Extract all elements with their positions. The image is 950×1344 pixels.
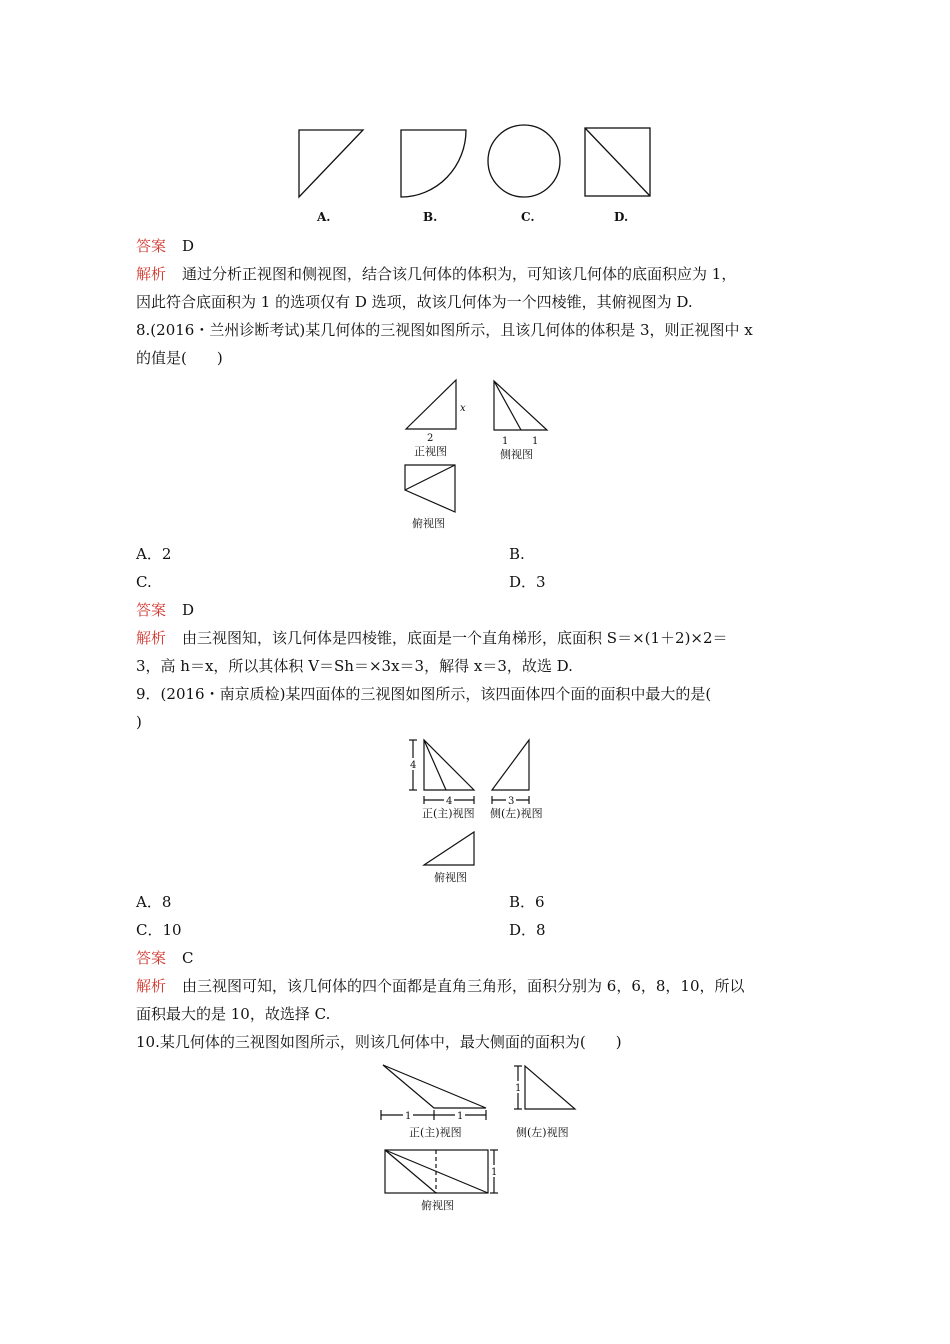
analysis-label: 解析	[136, 629, 167, 647]
q9-option-b[interactable]: B．6	[509, 893, 545, 911]
q9-stem-line1: 9．(2016・南京质检)某四面体的三视图如图所示，该四面体四个面的面积中最大的是(	[136, 685, 712, 703]
q8-label-x: x	[460, 403, 466, 414]
q9-analysis-line2: 面积最大的是 10，故选择 C.	[136, 1005, 331, 1023]
q10-label-1c: 1	[515, 1083, 522, 1094]
q10-label-1a: 1	[405, 1111, 412, 1122]
q9-label-4v: 4	[410, 760, 417, 771]
q8-label-2: 2	[427, 433, 434, 444]
q10-label-1b: 1	[457, 1111, 464, 1122]
analysis-text: 由三视图知，该几何体是四棱锥，底面是一个直角梯形，底面积 S＝×(1＋2)×2＝	[182, 629, 728, 647]
q8-option-b[interactable]: B.	[509, 545, 525, 563]
analysis-text: 通过分析正视图和侧视图，结合该几何体的体积为，可知该几何体的底面积应为 1，	[182, 265, 737, 283]
q8-option-d[interactable]: D．3	[509, 573, 546, 591]
q9-side-caption: 侧(左)视图	[490, 807, 543, 820]
q8-option-a[interactable]: A．2	[136, 545, 172, 563]
q8-analysis-line2: 3，高 h＝x，所以其体积 V＝Sh＝×3x＝3，解得 x＝3，故选 D.	[136, 657, 573, 675]
answer-label: 答案	[136, 237, 167, 255]
option-c-caption: C.	[521, 210, 535, 224]
q9-option-c[interactable]: C．10	[136, 921, 182, 939]
q10-side-view	[525, 1066, 575, 1109]
q10-front-view	[383, 1065, 486, 1108]
q10-side-caption: 侧(左)视图	[516, 1126, 569, 1139]
analysis-label: 解析	[136, 265, 167, 283]
analysis-label: 解析	[136, 977, 167, 995]
q8-stem-line2: 的值是( )	[136, 349, 223, 367]
option-b-caption: B.	[423, 210, 438, 224]
q9-option-d[interactable]: D．8	[509, 921, 546, 939]
answer-label: 答案	[136, 601, 167, 619]
q8-stem-line1: 8.(2016・兰州诊断考试)某几何体的三视图如图所示，且该几何体的体积是 3，则正视图中 x	[136, 321, 753, 339]
q8-label-1a: 1	[502, 436, 509, 447]
q10-stem: 10.某几何体的三视图如图所示，则该几何体中，最大侧面的面积为( )	[136, 1033, 622, 1051]
q9-option-a[interactable]: A．8	[136, 893, 172, 911]
answer-value: D	[182, 601, 195, 619]
q9-front-caption: 正(主)视图	[422, 807, 475, 820]
q9-label-4h: 4	[446, 796, 453, 807]
q9-stem-line2: )	[136, 713, 142, 731]
q8-label-1b: 1	[532, 436, 539, 447]
answer-value: C	[182, 949, 194, 967]
answer-label: 答案	[136, 949, 167, 967]
q10-top-caption: 俯视图	[421, 1199, 454, 1212]
analysis-text: 由三视图可知，该几何体的四个面都是直角三角形，面积分别为 6，6，8，10，所以	[182, 977, 745, 995]
option-d-caption: D.	[614, 210, 629, 224]
q10-front-caption: 正(主)视图	[409, 1126, 462, 1139]
q7-analysis-line2: 因此符合底面积为 1 的选项仅有 D 选项，故该几何体为一个四棱锥，其俯视图为 D.	[136, 293, 693, 311]
q8-top-caption: 俯视图	[412, 517, 445, 530]
q8-front-caption: 正视图	[414, 445, 447, 458]
q10-top-view-diagonal-2	[385, 1150, 436, 1193]
answer-value: D	[182, 237, 195, 255]
q9-top-caption: 俯视图	[434, 871, 467, 884]
q10-label-1d: 1	[491, 1167, 498, 1178]
q8-option-c[interactable]: C.	[136, 573, 152, 591]
q9-label-3: 3	[508, 796, 515, 807]
q8-side-caption: 侧视图	[500, 448, 533, 461]
option-a-caption: A.	[317, 210, 331, 224]
